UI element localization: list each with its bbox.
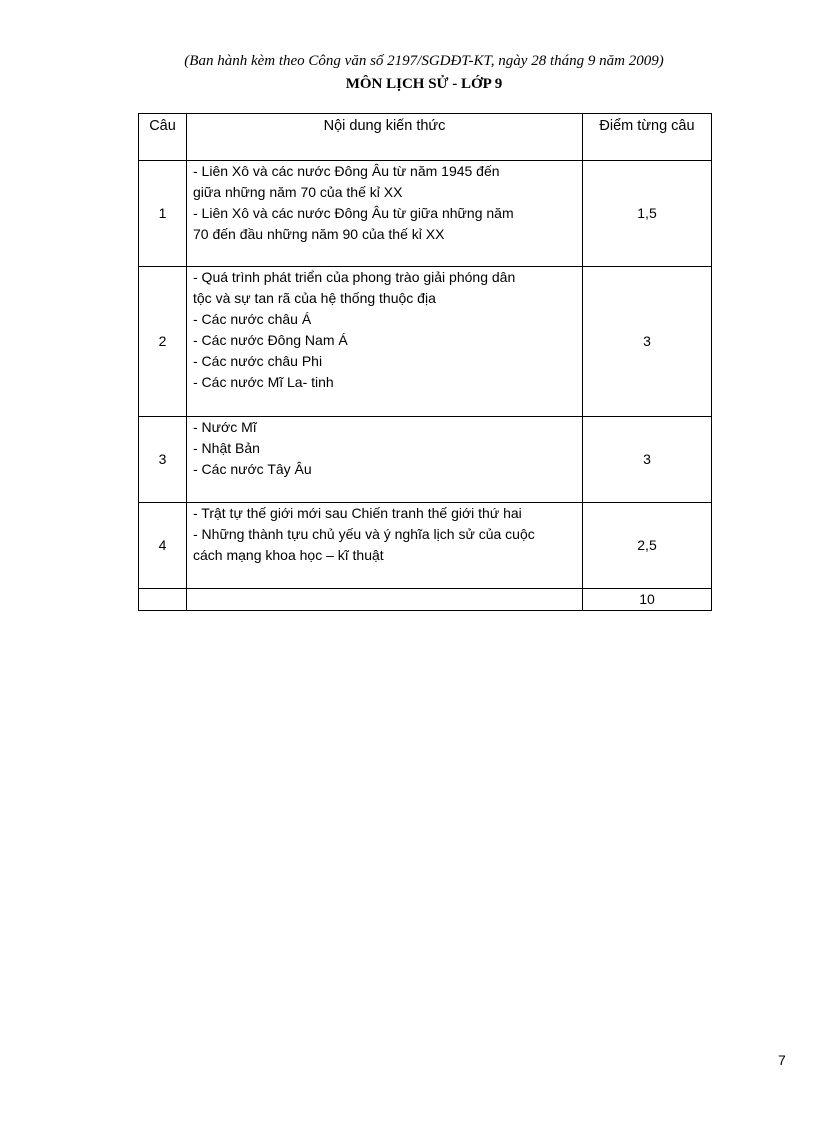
content-line: - Trật tự thế giới mới sau Chiến tranh thế giới thứ hai [193,505,522,521]
total-empty-cell [187,589,583,611]
knowledge-content [187,161,583,267]
content-line: - Những thành tựu chủ yếu và ý nghĩa lịch sử của cuộc [193,526,535,542]
content-line: - Các nước Tây Âu [193,461,312,477]
content-line: - Liên Xô và các nước Đông Âu từ giữa những năm [193,205,514,221]
knowledge-content [187,267,583,417]
table-row [139,267,712,417]
total-score: 10 [583,589,712,611]
knowledge-content [187,503,583,589]
header-question-number: Câu [139,114,187,161]
content-table [138,113,712,611]
content-line: tộc và sự tan rã của hệ thống thuộc địa [193,290,436,306]
content-line: cách mạng khoa học – kĩ thuật [193,547,384,563]
header-knowledge-content: Nội dung kiến thức [187,114,583,161]
page-number: 7 [778,1052,786,1068]
table-row [139,417,712,503]
question-number: 4 [139,503,187,589]
table-header-row [139,114,712,161]
total-row [139,589,712,611]
knowledge-content [187,417,583,503]
content-line: - Nhật Bản [193,440,260,456]
content-line: - Các nước Đông Nam Á [193,332,348,348]
content-line: - Các nước châu Phi [193,353,323,369]
content-line: - Liên Xô và các nước Đông Âu từ năm 1945 đến [193,163,500,179]
question-score: 3 [583,417,712,503]
document-reference-note: (Ban hành kèm theo Công văn số 2197/SGDĐT-KT, ngày 28 tháng 9 năm 2009) [184,53,664,69]
question-number: 1 [139,161,187,267]
content-line: 70 đến đầu những năm 90 của thế kỉ XX [193,226,445,242]
question-number: 3 [139,417,187,503]
header-score-per-question: Điểm từng câu [583,114,712,161]
question-number: 2 [139,267,187,417]
total-empty-cell [139,589,187,611]
question-score: 3 [583,267,712,417]
content-line: - Các nước Mĩ La- tinh [193,374,334,390]
content-line: - Quá trình phát triển của phong trào giải phóng dân [193,269,516,285]
content-line: - Các nước châu Á [193,311,312,327]
table-row [139,503,712,589]
question-score: 1,5 [583,161,712,267]
content-line: - Nước Mĩ [193,419,257,435]
document-title: MÔN LỊCH SỬ - LỚP 9 [345,76,503,92]
question-score: 2,5 [583,503,712,589]
content-line: giữa những năm 70 của thế kỉ XX [193,184,403,200]
table-row [139,161,712,267]
